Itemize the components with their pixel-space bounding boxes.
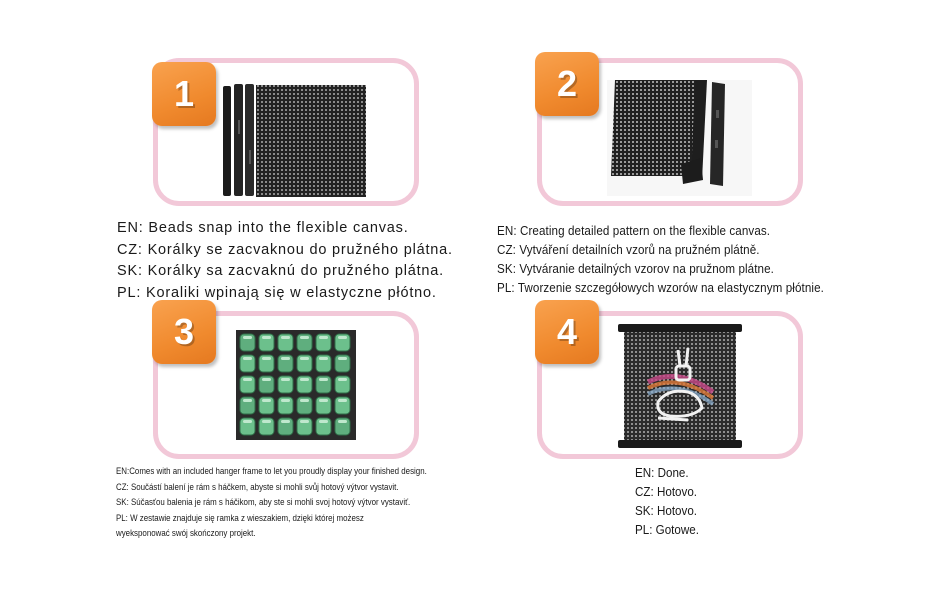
step-1-photo (220, 80, 370, 198)
bead-highlight (319, 357, 328, 360)
step-3-line-pl: PL: W zestawie znajduje się ramka z wieszakiem, dzięki której możesz (116, 512, 364, 523)
bead-highlight (300, 420, 309, 423)
bead-highlight (281, 420, 290, 423)
step-3-line-en: EN:Comes with an included hanger frame to let you proudly display your finished design. (116, 466, 427, 476)
step-4-line-pl: PL: Gotowe. (635, 523, 699, 537)
step-3-number-badge (152, 300, 216, 364)
step-1-line-pl: PL: Koraliki wpinają się w elastyczne płótno. (117, 284, 437, 301)
step-1-line-en: EN: Beads snap into the flexible canvas. (117, 220, 409, 236)
step-4-number: 4 (556, 311, 578, 352)
bead-highlight (281, 399, 290, 402)
bead-highlight (338, 399, 347, 402)
bead-highlight (262, 336, 271, 339)
step-2-line-en: EN: Creating detailed pattern on the flexible canvas. (497, 224, 771, 238)
bead-highlight (281, 357, 290, 360)
bead-highlight (243, 357, 252, 360)
step-4-photo (618, 322, 742, 450)
step-1-line-sk: SK: Korálky sa zacvaknú do pružného plátna. (117, 263, 444, 279)
bead-highlight (243, 336, 252, 339)
step-4-line-en: EN: Done. (635, 466, 689, 480)
step-2-photo (607, 80, 752, 196)
bead-highlight (243, 399, 252, 402)
bead-highlight (338, 336, 347, 339)
step-4-caption (635, 464, 704, 540)
step-3-caption (116, 464, 469, 542)
bead-highlight (300, 336, 309, 339)
bead-highlight (300, 378, 309, 381)
step-2-line-pl: PL: Tworzenie szczegółowych wzorów na elastycznym płótnie. (497, 281, 824, 295)
step-2-line-cz: CZ: Vytváření detailních vzorů na pružném plátně. (497, 243, 760, 257)
bead-highlight (262, 357, 271, 360)
step-4-number-badge (535, 300, 599, 364)
step-3-number: 3 (173, 311, 195, 352)
step-3-line-pl-cont: wyeksponować swój skończony projekt. (116, 528, 256, 538)
bead-highlight (262, 378, 271, 381)
step-2-line-sk: SK: Vytváranie detailných vzorov na pružnom plátne. (497, 262, 775, 276)
bead-highlight (319, 336, 328, 339)
step-2-number: 2 (556, 63, 578, 104)
bead-highlight (338, 420, 347, 423)
step-1-number-badge (152, 62, 216, 126)
bead-highlight (262, 420, 271, 423)
bead-highlight (243, 420, 252, 423)
step-1-line-cz: CZ: Korálky se zacvaknou do pružného plátna. (117, 241, 453, 258)
bead-highlight (319, 399, 328, 402)
bead-highlight (262, 399, 271, 402)
bead-highlight (281, 378, 290, 381)
bead-highlight (338, 378, 347, 381)
step-3-line-cz: CZ: Součástí balení je rám s háčkem, abyste si mohli svůj hotový výtvor vystavit. (116, 481, 399, 492)
step-2-number-badge (535, 52, 599, 116)
bead-highlight (281, 336, 290, 339)
step-1-caption (117, 218, 453, 304)
bead-highlight (319, 378, 328, 381)
bead-highlight (300, 399, 309, 402)
step-1-number: 1 (173, 73, 195, 114)
step-3-photo (236, 330, 356, 440)
step-3-line-sk: SK: Súčasťou balenia je rám s háčikom, aby ste si mohli svoj hotový výtvor vystaviť. (116, 497, 411, 507)
bead-highlight (300, 357, 309, 360)
bead-highlight (319, 420, 328, 423)
bead-highlight (243, 378, 252, 381)
step-2-caption (497, 222, 849, 298)
bead-highlight (338, 357, 347, 360)
step-4-line-cz: CZ: Hotovo. (635, 485, 698, 499)
step-4-line-sk: SK: Hotovo. (635, 504, 698, 518)
